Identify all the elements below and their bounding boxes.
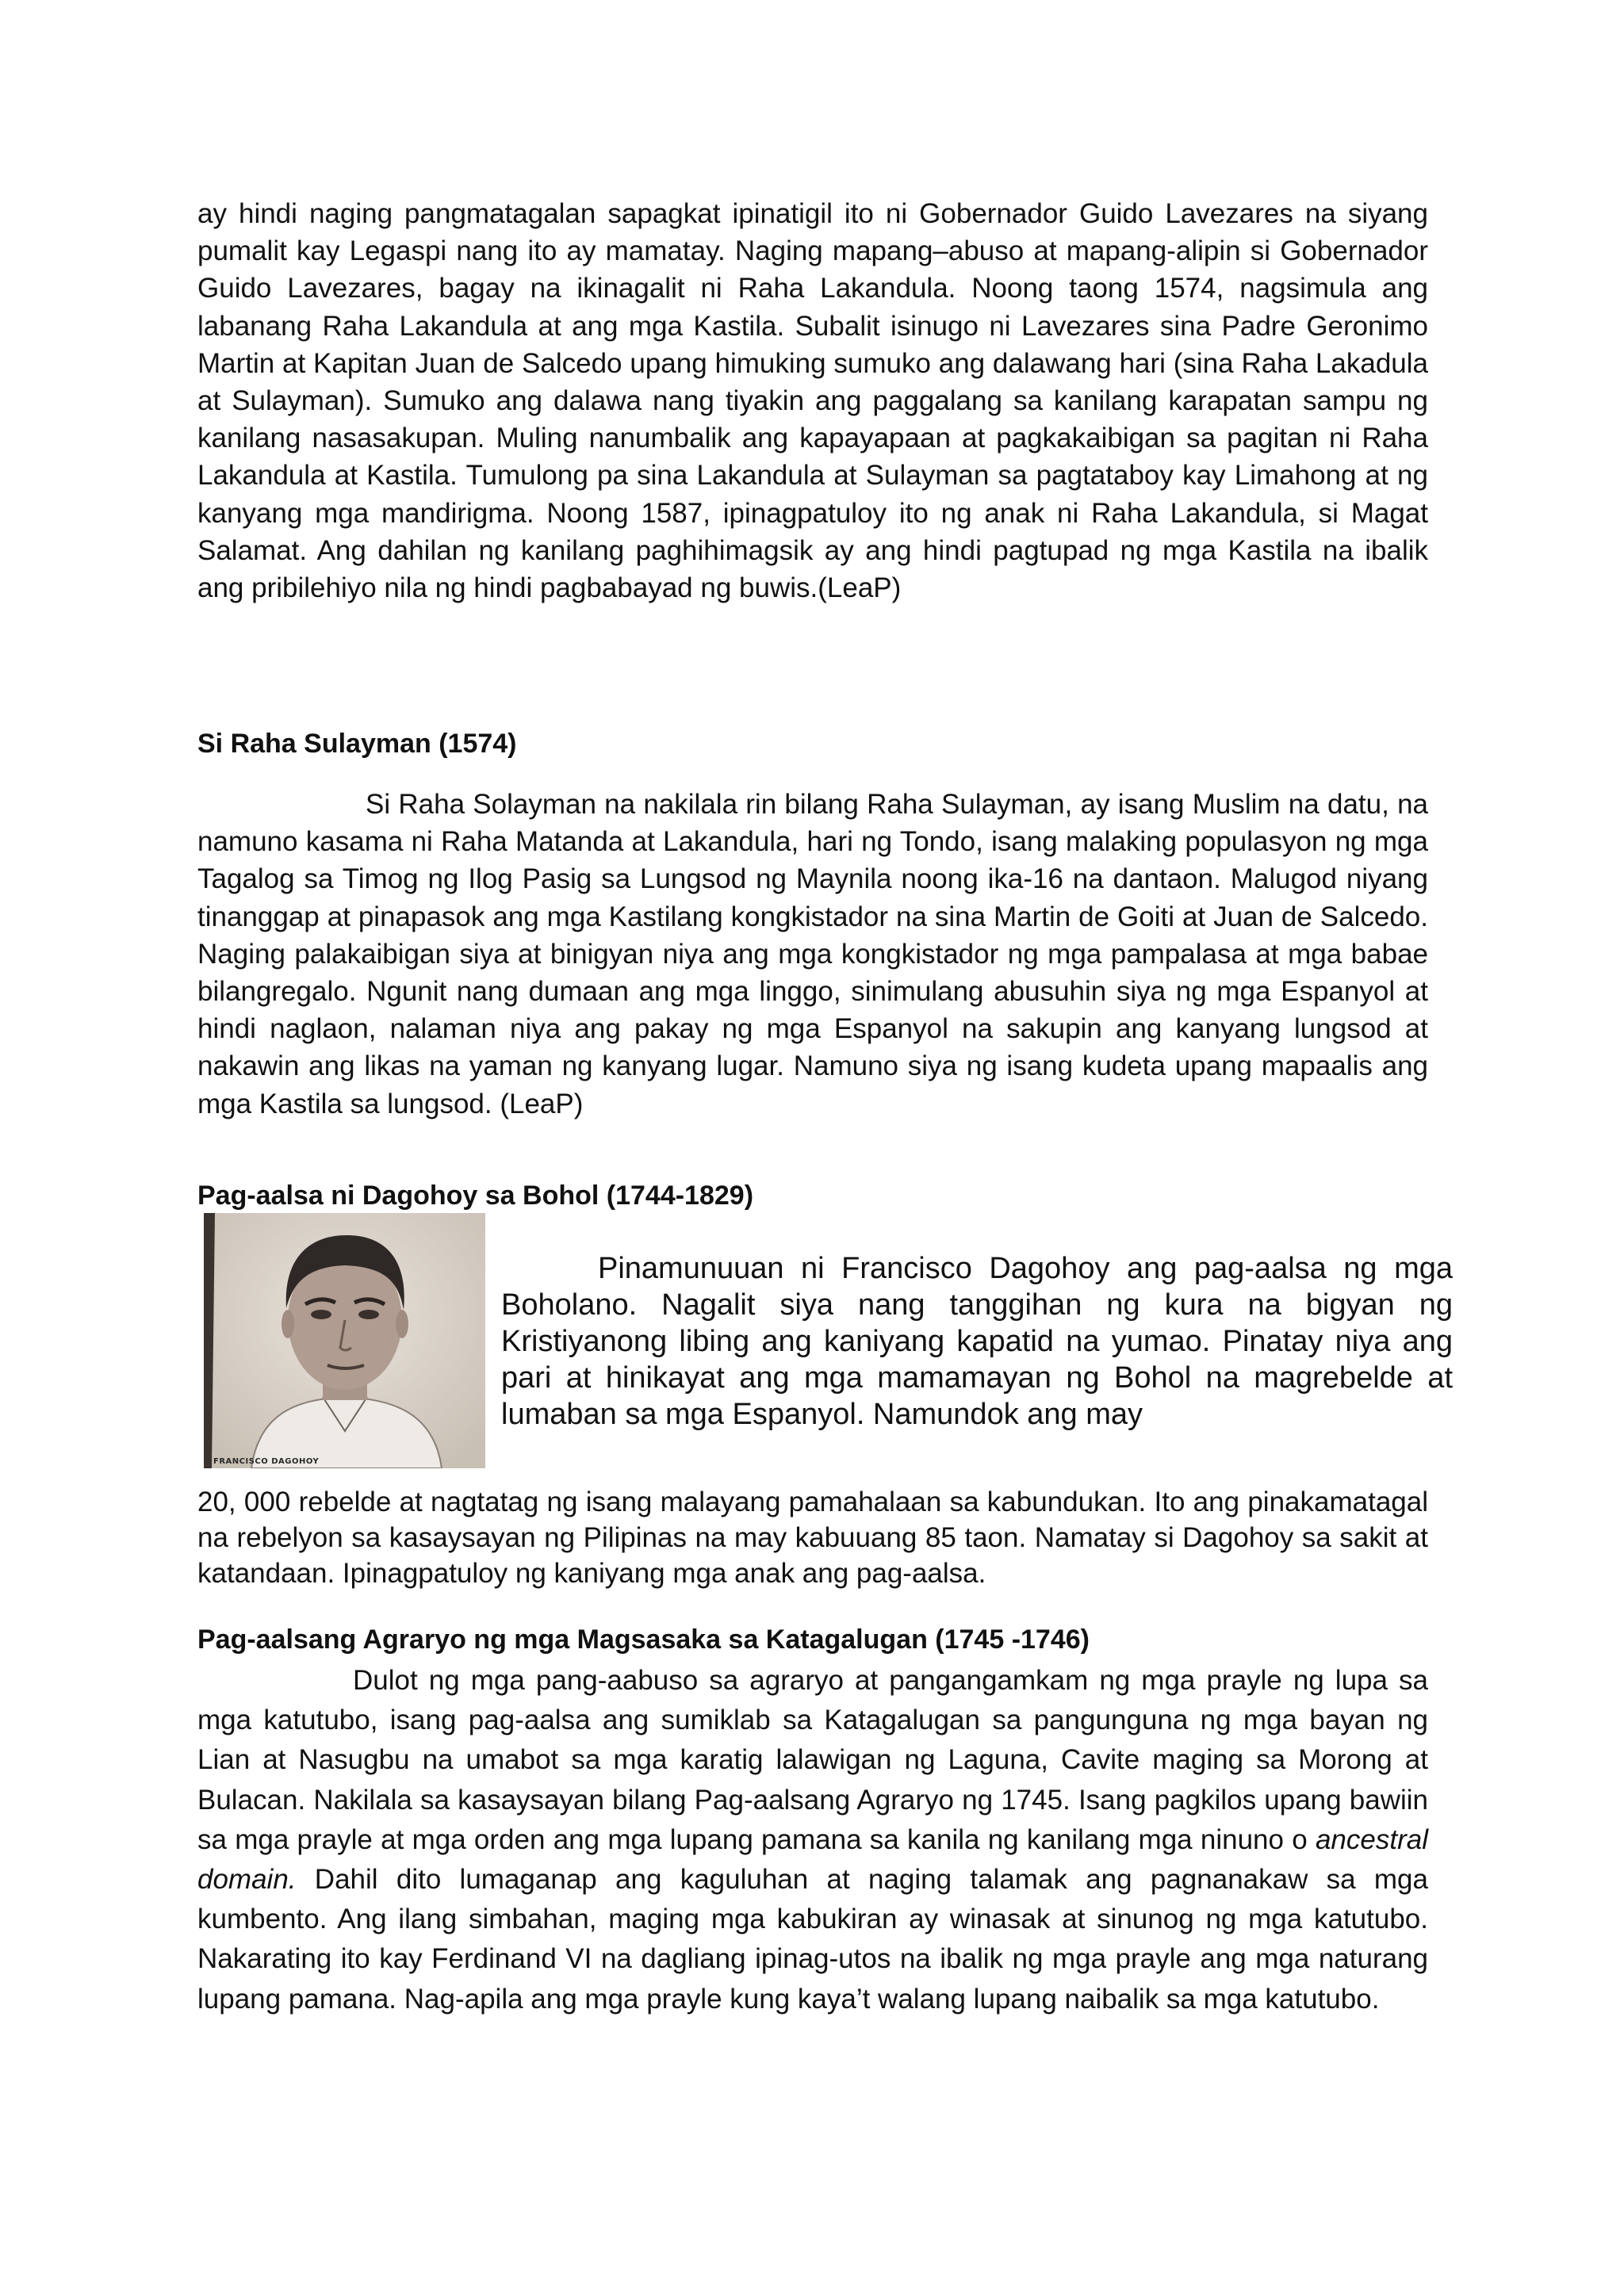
- heading-sulayman: Si Raha Sulayman (1574): [197, 729, 517, 759]
- heading-agraryo: Pag-aalsang Agraryo ng mga Magsasaka sa Katagalugan (1745 -1746): [197, 1624, 1090, 1655]
- paragraph-sulayman: Si Raha Solayman na nakilala rin bilang Raha Sulayman, ay isang Muslim na datu, na namuno kasama ni Raha Matanda at Lakandula, hari ng Tondo, isang malaking populasyon ng mga Tagalog sa Timog ng Ilog Pasig sa Lungsod ng Maynila noong ika-16 na dantaon. Malugod niyang tinanggap at pinapasok ang mga Kastilang kongkistador na sina Martin de Goiti at Juan de Salcedo. Naging palakaibigan siya at binigyan niya ang mga kongkistador ng mga pampalasa at mga babae bilangregalo. Ngunit nang dumaan ang mga linggo, sinimulang abusuhin siya ng mga Espanyol at hindi naglaon, nalaman niya ang pakay ng mga Espanyol na sakupin ang kanyang lungsod at nakawin ang likas na yaman ng kanyang lugar. Namuno siya ng isang kudeta upang mapaalis ang mga Kastila sa lungsod. (LeaP): [197, 789, 1428, 1119]
- agraryo-text-part-2: Dahil dito lumaganap ang kaguluhan at naging talamak ang pagnanakaw sa mga kumbento. Ang ilang simbahan, maging mga kabukiran ay winasak at sinunog ng mga katutubo. Nakarating ito kay Ferdinand VI na dagliang ipinag-utos na ibalik ng mga prayle ang mga naturang lupang pamana. Nag-apila ang mga prayle kung kaya’t walang lupang naibalik sa mga katutubo.: [197, 1864, 1428, 2015]
- dagohoy-side-text: Pinamunuuan ni Francisco Dagohoy ang pag-aalsa ng mga Boholano. Nagalit siya nang tanggihan ng kura na bigyan ng Kristiyanong libing ang kaniyang kapatid na yumao. Pinatay niya ang pari at hinikayat ang mga mamamayan ng Bohol na magrebelde at lumaban sa mga Espanyol. Namundok ang may: [501, 1252, 1453, 1431]
- dagohoy-portrait-drawing: [204, 1213, 485, 1468]
- paragraph-agraryo: [197, 1661, 1428, 2019]
- portrait-caption: FRANCISCO DAGOHOY: [213, 1457, 320, 1466]
- paragraph-dagohoy-continuation: 20, 000 rebelde at nagtatag ng isang malayang pamahalaan sa kabundukan. Ito ang pinakamatagal na rebelyon sa kasaysayan ng Pilipinas na may kabuuang 85 taon. Namatay si Dagohoy sa sakit at katandaan. Ipinagpatuloy ng kaniyang mga anak ang pag-aalsa.: [197, 1487, 1428, 1589]
- paragraph-dagohoy-side: [501, 1250, 1453, 1433]
- paragraph-lakandula: ay hindi naging pangmatagalan sapagkat ipinatigil ito ni Gobernador Guido Lavezares na siyang pumalit kay Legaspi nang ito ay mamatay. Naging mapang–abuso at mapang-alipin si Gobernador Guido Lavezares, bagay na ikinagalit ni Raha Lakandula. Noong taong 1574, nagsimula ang labanang Raha Lakandula at ang mga Kastila. Subalit isinugo ni Lavezares sina Padre Geronimo Martin at Kapitan Juan de Salcedo upang himuking sumuko ang dalawang hari (sina Raha Lakadula at Sulayman). Sumuko ang dalawa nang tiyakin ang paggalang sa kanilang karapatan sampu ng kanilang nasasakupan. Muling nanumbalik ang kapayapaan at pagkakaibigan sa pagitan ni Raha Lakandula at Kastila. Tumulong pa sina Lakandula at Sulayman sa pagtataboy kay Limahong at ng kanyang mga mandirigma. Noong 1587, ipinagpatuloy ito ng anak ni Raha Lakandula, si Magat Salamat. Ang dahilan ng kanilang paghihimagsik ay ang hindi pagtupad ng mga Kastila na ibalik ang pribilehiyo nila ng hindi pagbabayad ng buwis.(LeaP): [197, 198, 1428, 604]
- agraryo-text-part-1: Dulot ng mga pang-aabuso sa agraryo at pangangamkam ng mga prayle ng lupa sa mga katutubo, isang pag-aalsa ang sumiklab sa Katagalugan sa pangunguna ng mga bayan ng Lian at Nasugbu na umabot sa mga karatig lalawigan ng Laguna, Cavite maging sa Morong at Bulacan. Nakilala sa kasaysayan bilang Pag-aalsang Agraryo ng 1745. Isang pagkilos upang bawiin sa mga prayle at mga orden ang mga lupang pamana sa kanila ng kanilang mga ninuno o: [197, 1665, 1428, 1855]
- agraryo-italic-term: ancestral domain.: [197, 1823, 1428, 1896]
- heading-dagohoy: Pag-aalsa ni Dagohoy sa Bohol (1744-1829): [197, 1181, 754, 1211]
- dagohoy-portrait-image: [204, 1213, 485, 1468]
